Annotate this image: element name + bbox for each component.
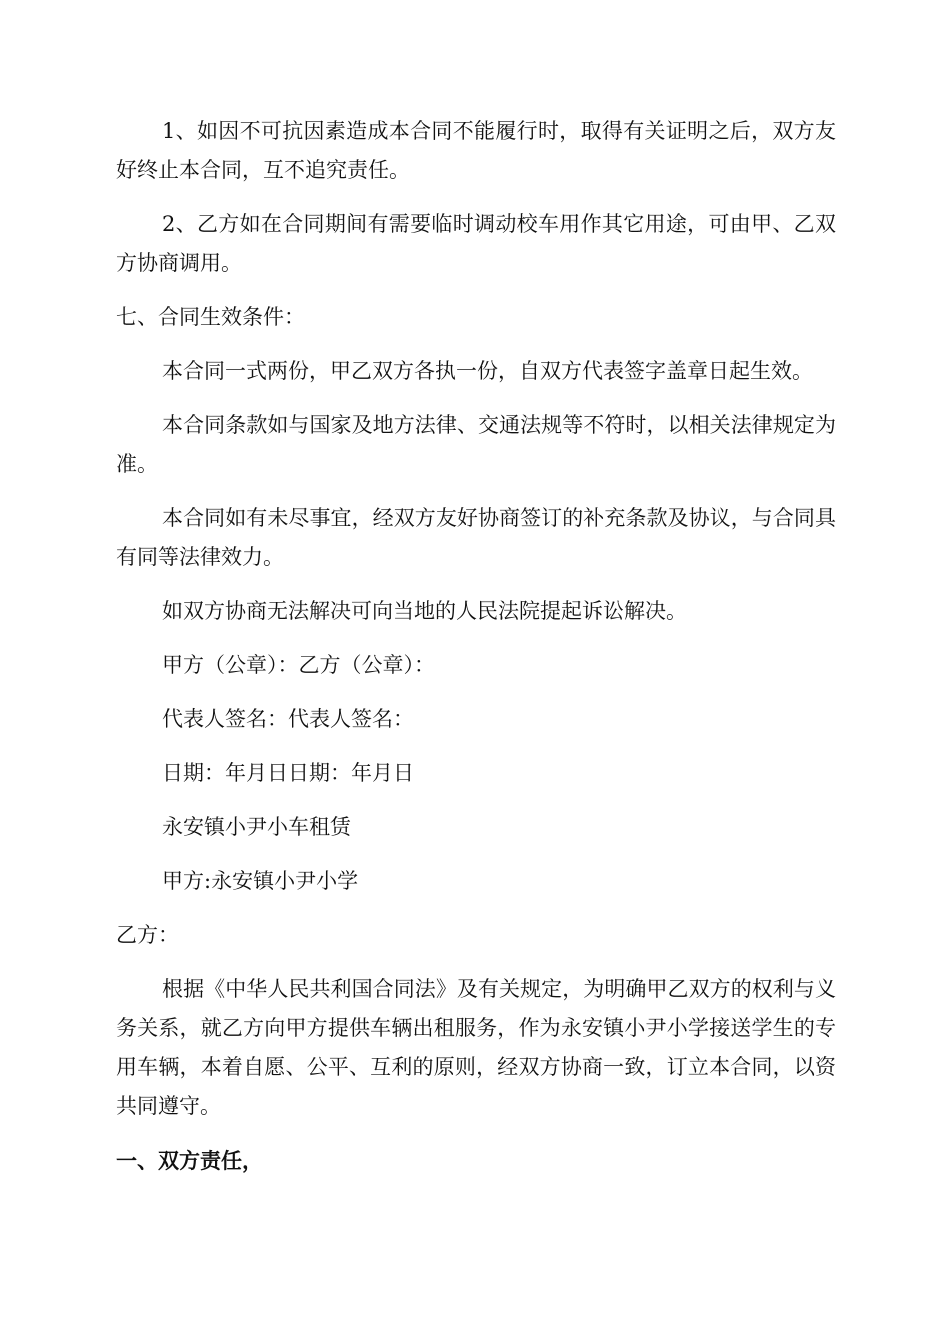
paragraph-supplementary: 本合同如有未尽事宜，经双方友好协商签订的补充条款及协议，与合同具有同等法律效力。 (116, 506, 836, 569)
paragraph-preamble: 根据《中华人民共利国合同法》及有关规定，为明确甲乙双方的权利与义务关系，就乙方向甲方提供车辆出租服务，作为永安镇小尹小学接送学生的专用车辆，本着自愿、公平、互利的原则，经双方协商一致，订立本合同，以资共同遵守。 (116, 977, 836, 1118)
party-a-line: 甲方:永安镇小尹小学 (162, 869, 359, 893)
document-page (116, 112, 836, 1195)
section-heading-responsibilities: 一、双方责任， (116, 1148, 263, 1173)
paragraph-force-majeure: 1、如因不可抗因素造成本合同不能履行时，取得有关证明之后，双方友好终止本合同，互不追究责任。 (116, 119, 836, 182)
signature-seal-line: 甲方（公章）：乙方（公章）： (162, 653, 435, 677)
document-title: 永安镇小尹小车租赁 (162, 815, 351, 839)
paragraph-temporary-dispatch: 2、乙方如在合同期间有需要临时调动校车用作其它用途，可由甲、乙双方协商调用。 (116, 212, 836, 275)
signature-representative-line: 代表人签名：代表人签名： (162, 707, 414, 731)
paragraph-copies: 本合同一式两份，甲乙双方各执一份，自双方代表签字盖章日起生效。 (162, 359, 813, 383)
signature-date-line: 日期：年月日日期：年月日 (162, 761, 414, 785)
section-heading-effective-conditions: 七、合同生效条件： (116, 305, 305, 329)
paragraph-dispute-resolution: 如双方协商无法解决可向当地的人民法院提起诉讼解决。 (162, 599, 687, 623)
paragraph-law-precedence: 本合同条款如与国家及地方法律、交通法规等不符时，以相关法律规定为准。 (116, 413, 836, 476)
party-b-line: 乙方： (116, 923, 179, 947)
